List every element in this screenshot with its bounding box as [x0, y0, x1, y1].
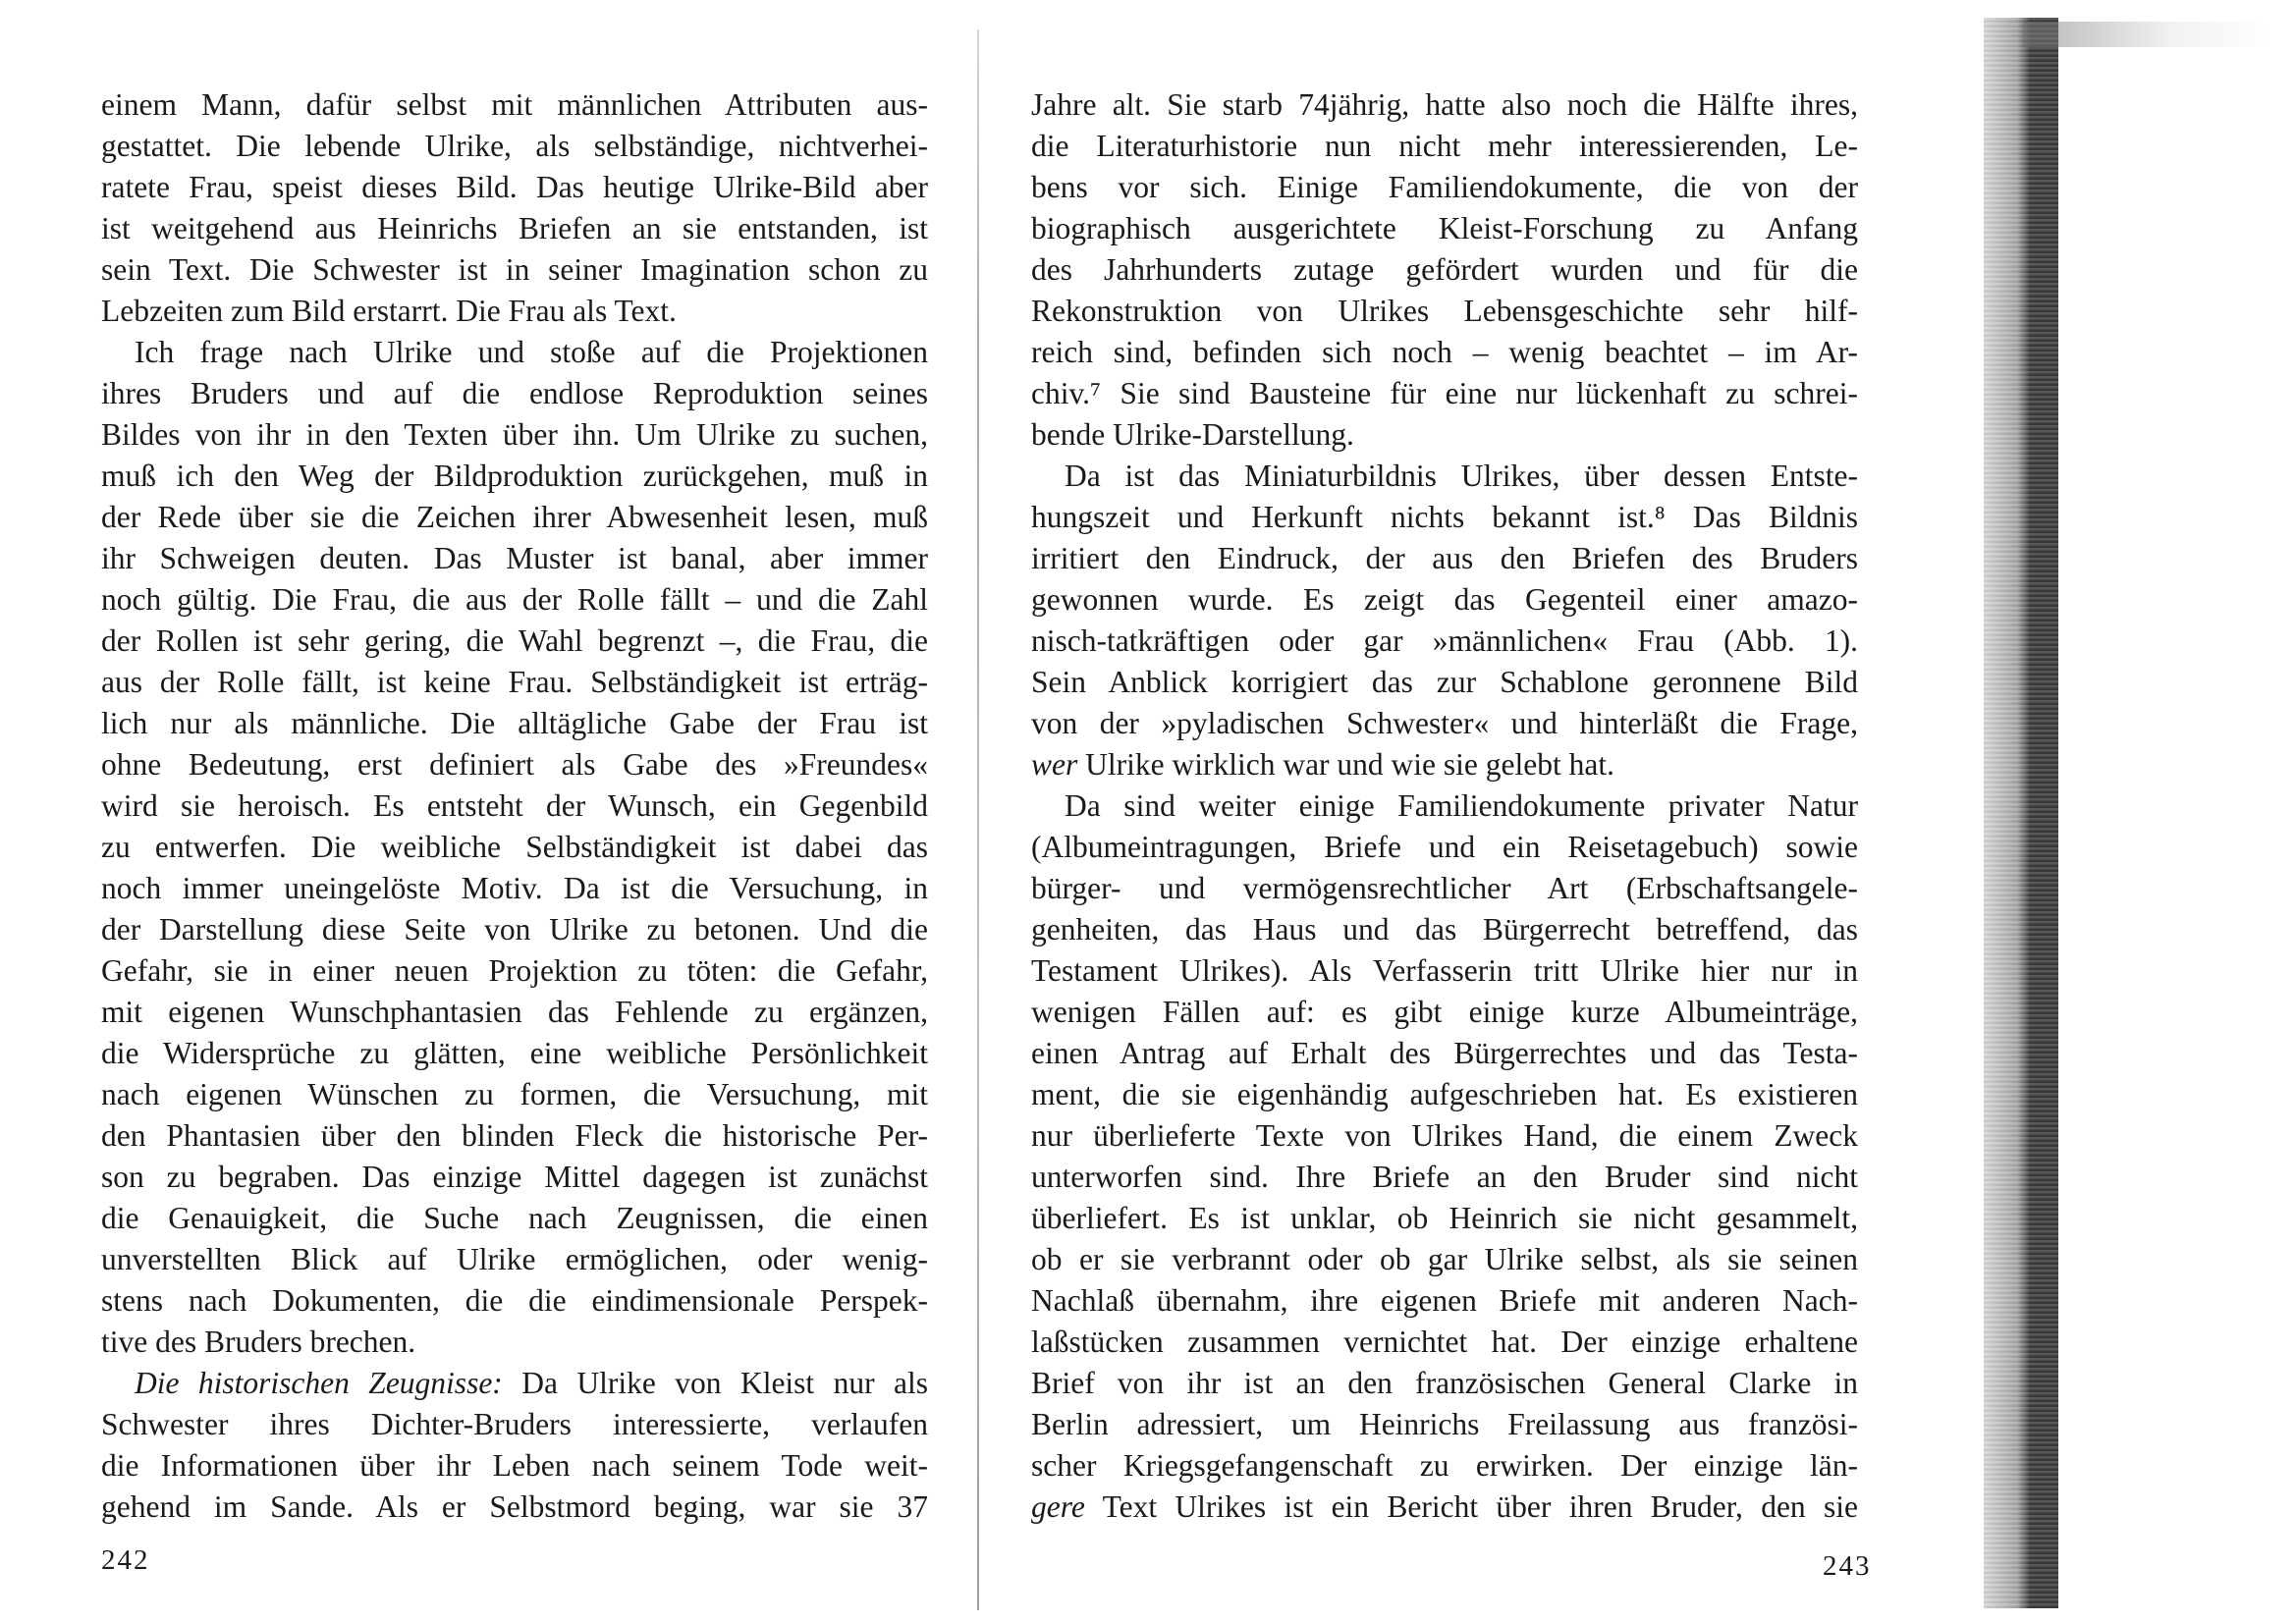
text-line: einem Mann, dafür selbst mit männlichen Attributen aus-: [101, 87, 928, 122]
text-line: sein Text. Die Schwester ist in seiner Imagination schon zu: [101, 252, 928, 287]
text-line: bens vor sich. Einige Familiendokumente, die von der: [1031, 170, 1858, 204]
text-line: zu entwerfen. Die weibliche Selbständigkeit ist dabei das: [101, 830, 928, 864]
text-line: mit eigenen Wunschphantasien das Fehlende zu ergänzen,: [101, 995, 928, 1029]
text-line: gehend im Sande. Als er Selbstmord beging, war sie 37: [101, 1489, 928, 1524]
text-line: die Widersprüche zu glätten, eine weibliche Persönlichkeit: [101, 1036, 928, 1070]
text-line: genheiten, das Haus und das Bürgerrecht betreffend, das: [1031, 912, 1858, 947]
page-number: 243: [1823, 1550, 1872, 1582]
text-line: Berlin adressiert, um Heinrichs Freilassung aus französi-: [1031, 1407, 1858, 1441]
text-line: Bildes von ihr in den Texten über ihn. Um Ulrike zu suchen,: [101, 417, 928, 452]
text-line: Sein Anblick korrigiert das zur Schablone geronnene Bild: [1031, 665, 1858, 699]
text-line: Gefahr, sie in einer neuen Projektion zu töten: die Gefahr,: [101, 953, 928, 988]
text-line: wenigen Fällen auf: es gibt einige kurze Albumeinträge,: [1031, 995, 1858, 1029]
text-line: gestattet. Die lebende Ulrike, als selbständige, nichtverhei-: [101, 129, 928, 163]
text-line: biographisch ausgerichtete Kleist-Forschung zu Anfang: [1031, 211, 1858, 245]
text-line: Da sind weiter einige Familiendokumente privater Natur: [1065, 788, 1858, 823]
text-line: gewonnen wurde. Es zeigt das Gegenteil einer amazo-: [1031, 582, 1858, 617]
text-line: scher Kriegsgefangenschaft zu erwirken. Der einzige län-: [1031, 1448, 1858, 1483]
text-line: chiv.⁷ Sie sind Bausteine für eine nur lückenhaft zu schrei-: [1031, 376, 1858, 410]
page-number: 242: [101, 1544, 150, 1576]
text-line: ob er sie verbrannt oder ob gar Ulrike selbst, als sie seinen: [1031, 1242, 1858, 1276]
text-line: Lebzeiten zum Bild erstarrt. Die Frau als Text.: [101, 294, 677, 328]
right-page-body-text: [1031, 84, 1858, 1528]
text-line: die Literaturhistorie nun nicht mehr interessierenden, Le-: [1031, 129, 1858, 163]
text-line: lich nur als männliche. Die alltägliche Gabe der Frau ist: [101, 706, 928, 740]
text-line: Ich frage nach Ulrike und stoße auf die Projektionen: [135, 335, 928, 369]
text-line: Nachlaß übernahm, ihre eigenen Briefe mit anderen Nach-: [1031, 1283, 1858, 1318]
text-line: unterworfen sind. Ihre Briefe an den Bruder sind nicht: [1031, 1160, 1858, 1194]
text-line: ihr Schweigen deuten. Das Muster ist banal, aber immer: [101, 541, 928, 575]
left-page: [0, 0, 972, 1623]
text-line: bende Ulrike-Darstellung.: [1031, 417, 1354, 452]
text-line: ment, die sie eigenhändig aufgeschrieben hat. Es existieren: [1031, 1077, 1858, 1111]
text-line: ratete Frau, speist dieses Bild. Das heutige Ulrike-Bild aber: [101, 170, 928, 204]
text-line: Da ist das Miniaturbildnis Ulrikes, über dessen Entste-: [1065, 459, 1858, 493]
text-line: überliefert. Es ist unklar, ob Heinrich sie nicht gesammelt,: [1031, 1201, 1858, 1235]
text-line: die Informationen über ihr Leben nach seinem Tode weit-: [101, 1448, 928, 1483]
right-page: [977, 0, 1979, 1623]
text-line: der Rede über sie die Zeichen ihrer Abwesenheit lesen, muß: [101, 500, 928, 534]
italic-word: gere: [1031, 1489, 1085, 1524]
scanner-edge-shadow: [1984, 18, 2058, 1608]
text-line: Jahre alt. Sie starb 74jährig, hatte also noch die Hälfte ihres,: [1031, 87, 1858, 122]
text-line: Brief von ihr ist an den französischen General Clarke in: [1031, 1366, 1858, 1400]
text-line: [1031, 1487, 1858, 1528]
text-line: ist weitgehend aus Heinrichs Briefen an sie entstanden, ist: [101, 211, 928, 245]
text-line: ohne Bedeutung, erst definiert als Gabe des »Freundes«: [101, 747, 928, 782]
text-line: Rekonstruktion von Ulrikes Lebensgeschichte sehr hilf-: [1031, 294, 1858, 328]
text-line: bürger- und vermögensrechtlicher Art (Erbschaftsangele-: [1031, 871, 1858, 905]
text-line: Testament Ulrikes). Als Verfasserin tritt Ulrike hier nur in: [1031, 953, 1858, 988]
text-line: tive des Bruders brechen.: [101, 1325, 416, 1359]
text-line: von der »pyladischen Schwester« und hinterläßt die Frage,: [1031, 706, 1858, 740]
text-line: die Genauigkeit, die Suche nach Zeugnissen, die einen: [101, 1201, 928, 1235]
text-line-rest: Da Ulrike von Kleist nur als: [521, 1366, 928, 1400]
text-line: nisch-tatkräftigen oder gar »männlichen« Frau (Abb. 1).: [1031, 623, 1858, 658]
text-line: ihres Bruders und auf die endlose Reproduktion seines: [101, 376, 928, 410]
text-line: [1031, 744, 1858, 785]
text-line: der Darstellung diese Seite von Ulrike zu betonen. Und die: [101, 912, 928, 947]
text-line: son zu begraben. Das einzige Mittel dagegen ist zunächst: [101, 1160, 928, 1194]
text-line: reich sind, befinden sich noch – wenig beachtet – im Ar-: [1031, 335, 1858, 369]
text-line: wird sie heroisch. Es entsteht der Wunsch, ein Gegenbild: [101, 788, 928, 823]
text-line: laßstücken zusammen vernichtet hat. Der einzige erhaltene: [1031, 1325, 1858, 1359]
text-line: aus der Rolle fällt, ist keine Frau. Selbständigkeit ist erträg-: [101, 665, 928, 699]
text-line: noch gültig. Die Frau, die aus der Rolle fällt – und die Zahl: [101, 582, 928, 617]
text-line: irritiert den Eindruck, der aus den Briefen des Bruders: [1031, 541, 1858, 575]
text-line: der Rollen ist sehr gering, die Wahl begrenzt –, die Frau, die: [101, 623, 928, 658]
text-line: den Phantasien über den blinden Fleck die historische Per-: [101, 1118, 928, 1153]
scanner-edge-artifact: [2023, 22, 2269, 47]
text-line: unverstellten Blick auf Ulrike ermöglichen, oder wenig-: [101, 1242, 928, 1276]
text-line: nur überlieferte Texte von Ulrikes Hand, die einem Zweck: [1031, 1118, 1858, 1153]
text-line: einen Antrag auf Erhalt des Bürgerrechtes und das Testa-: [1031, 1036, 1858, 1070]
text-line: nach eigenen Wünschen zu formen, die Versuchung, mit: [101, 1077, 928, 1111]
left-page-body-text: [101, 84, 928, 1528]
text-line: [101, 1363, 928, 1404]
text-line: des Jahrhunderts zutage gefördert wurden und für die: [1031, 252, 1858, 287]
text-line: Schwester ihres Dichter-Bruders interessierte, verlaufen: [101, 1407, 928, 1441]
text-line-rest: Ulrike wirklich war und wie sie gelebt hat.: [1077, 747, 1614, 782]
text-line: (Albumeintragungen, Briefe und ein Reisetagebuch) sowie: [1031, 830, 1858, 864]
text-line: hungszeit und Herkunft nichts bekannt ist.⁸ Das Bildnis: [1031, 500, 1858, 534]
italic-word: wer: [1031, 747, 1078, 782]
section-lead-italic: Die historischen Zeugnisse:: [135, 1366, 503, 1400]
text-line-rest: Text Ulrikes ist ein Bericht über ihren Bruder, den sie: [1084, 1489, 1858, 1524]
text-line: noch immer uneingelöste Motiv. Da ist die Versuchung, in: [101, 871, 928, 905]
text-line: stens nach Dokumenten, die die eindimensionale Perspek-: [101, 1283, 928, 1318]
text-line: muß ich den Weg der Bildproduktion zurückgehen, muß in: [101, 459, 928, 493]
